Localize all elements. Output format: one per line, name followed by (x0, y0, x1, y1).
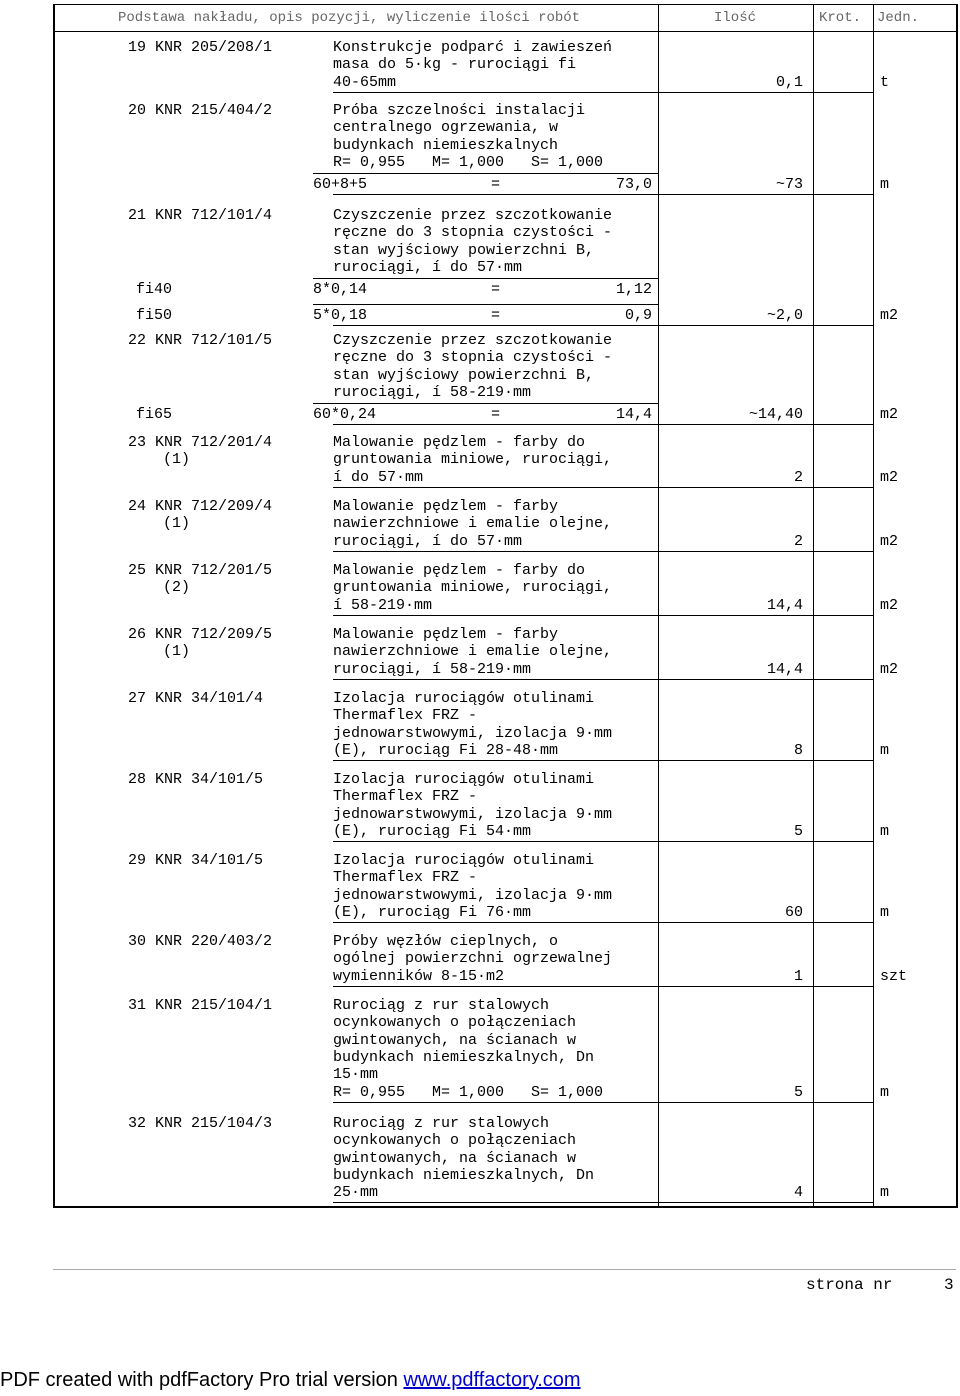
row-description: í do 57·mm (333, 468, 424, 486)
row-description: (E), rurociąg Fi 76·mm (333, 903, 532, 921)
row-description: budynkach niemieszkalnych, Dn (333, 1166, 595, 1184)
row-description: jednowarstwowymi, izolacja 9·mm (333, 724, 613, 742)
row-description: Izolacja rurociągów otulinami (333, 771, 595, 788)
row-description: Rurociąg z rur stalowych (333, 1115, 550, 1132)
row-code: 19 KNR 205/208/1 (128, 39, 273, 56)
header-krot: Krot. (819, 10, 862, 26)
row-total-rule (333, 986, 873, 987)
row-description: Próba szczelności instalacji (333, 102, 586, 119)
row-description: Malowanie pędzlem - farby (333, 626, 559, 643)
row-description: gruntowania miniowe, rurociągi, (333, 451, 613, 469)
row-total-rule (333, 760, 873, 761)
calc-value: 14,4 (615, 405, 652, 423)
row-total-rule (333, 1202, 873, 1203)
row-description: ocynkowanych o połączeniach (333, 1132, 577, 1150)
row-code: 28 KNR 34/101/5 (128, 771, 264, 788)
row-description: centralnego ogrzewania, w (333, 119, 559, 137)
row-code: (2) (163, 579, 191, 597)
calc-equals: = (491, 306, 501, 324)
row-unit: m2 (880, 306, 899, 324)
row-quantity: 1 (793, 967, 803, 985)
row-total-rule (333, 615, 873, 616)
pdf-banner (0, 1369, 581, 1392)
row-quantity: 0,1 (775, 73, 803, 91)
row-description: jednowarstwowymi, izolacja 9·mm (333, 805, 613, 823)
calc-label: fi50 (136, 306, 173, 324)
row-quantity: 5 (793, 1083, 803, 1101)
row-description: Thermaflex FRZ - (333, 869, 478, 887)
row-unit: m (880, 822, 890, 840)
row-description: gwintowanych, na ścianach w (333, 1031, 577, 1049)
row-total-rule (333, 679, 873, 680)
header-divider (53, 31, 956, 32)
row-description: (E), rurociąg Fi 54·mm (333, 822, 532, 840)
row-quantity: 8 (793, 741, 803, 759)
row-description: stan wyjściowy powierzchni B, (333, 241, 595, 259)
row-description: nawierzchniowe i emalie olejne, (333, 515, 613, 533)
pdf-banner-link[interactable]: www.pdffactory.com (403, 1369, 581, 1391)
row-code: 32 KNR 215/104/3 (128, 1115, 273, 1132)
row-code: 27 KNR 34/101/4 (128, 690, 264, 707)
calc-expression: 8*0,14 (313, 280, 368, 298)
row-description: rurociągi, í do 57·mm (333, 258, 523, 276)
row-description: Czyszczenie przez szczotkowanie (333, 332, 613, 349)
row-description: rurociągi, í do 57·mm (333, 532, 523, 550)
row-description: stan wyjściowy powierzchni B, (333, 366, 595, 384)
row-unit: szt (880, 967, 908, 985)
calc-rule (313, 304, 658, 305)
row-description: 25·mm (333, 1184, 379, 1202)
calc-label: fi40 (136, 280, 173, 298)
calc-expression: 5*0,18 (313, 306, 368, 324)
row-description: Czyszczenie przez szczotkowanie (333, 207, 613, 224)
row-quantity: 5 (793, 822, 803, 840)
footer-divider (53, 1269, 956, 1270)
row-description: Malowanie pędzlem - farby do (333, 434, 586, 451)
calc-equals: = (491, 280, 501, 298)
row-code: (1) (163, 515, 191, 533)
row-unit: t (880, 73, 890, 91)
row-unit: m (880, 1184, 890, 1202)
row-description: R= 0,955 M= 1,000 S= 1,000 (333, 1083, 604, 1101)
row-description: 40-65mm (333, 73, 397, 91)
row-description: wymienników 8-15·m2 (333, 967, 505, 985)
row-quantity: 14,4 (766, 596, 803, 614)
calc-rule (313, 403, 658, 404)
row-code: 31 KNR 215/104/1 (128, 997, 273, 1014)
row-unit: m2 (880, 532, 899, 550)
row-description: Izolacja rurociągów otulinami (333, 690, 595, 707)
calc-expression: 60+8+5 (313, 175, 368, 193)
column-divider-qty (658, 4, 659, 1207)
row-description: Malowanie pędzlem - farby do (333, 562, 586, 579)
row-unit: m (880, 903, 890, 921)
row-code: 20 KNR 215/404/2 (128, 102, 273, 119)
row-total-rule (333, 424, 873, 425)
page-number: 3 (944, 1276, 954, 1294)
row-unit: m2 (880, 405, 899, 423)
calc-rule (313, 278, 658, 279)
row-quantity: 60 (784, 903, 803, 921)
row-description: Thermaflex FRZ - (333, 707, 478, 725)
row-total-rule (333, 551, 873, 552)
calc-label: fi65 (136, 405, 173, 423)
row-total-rule (333, 841, 873, 842)
row-total-rule (333, 922, 873, 923)
row-description: budynkach niemieszkalnych (333, 136, 559, 154)
row-description: rurociągi, í 58-219·mm (333, 383, 532, 401)
calc-rule (313, 173, 658, 174)
row-code: 24 KNR 712/209/4 (128, 498, 273, 515)
calc-expression: 60*0,24 (313, 405, 377, 423)
row-code: 21 KNR 712/101/4 (128, 207, 273, 224)
header-quantity: Ilość (714, 10, 757, 26)
column-divider-unit (873, 4, 874, 1207)
row-description: budynkach niemieszkalnych, Dn (333, 1048, 595, 1066)
row-unit: m2 (880, 468, 899, 486)
row-code: (1) (163, 451, 191, 469)
row-description: ręczne do 3 stopnia czystości - (333, 349, 613, 367)
row-description: Malowanie pędzlem - farby (333, 498, 559, 515)
row-description: Izolacja rurociągów otulinami (333, 852, 595, 869)
row-quantity: ~2,0 (766, 306, 803, 324)
calc-equals: = (491, 405, 501, 423)
calc-value: 1,12 (615, 280, 652, 298)
row-description: jednowarstwowymi, izolacja 9·mm (333, 886, 613, 904)
row-code: 22 KNR 712/101/5 (128, 332, 273, 349)
row-code: 23 KNR 712/201/4 (128, 434, 273, 451)
row-description: 15·mm (333, 1066, 379, 1084)
row-quantity: 2 (793, 532, 803, 550)
header-unit: Jedn. (877, 10, 920, 26)
row-description: ręczne do 3 stopnia czystości - (333, 224, 613, 242)
row-quantity: ~14,40 (748, 405, 803, 423)
row-total-rule (333, 1102, 873, 1103)
row-description: Rurociąg z rur stalowych (333, 997, 550, 1014)
row-description: gruntowania miniowe, rurociągi, (333, 579, 613, 597)
calc-value: 73,0 (615, 175, 652, 193)
row-description: Thermaflex FRZ - (333, 788, 478, 806)
page-label: strona nr (806, 1276, 893, 1294)
row-description: rurociągi, í 58-219·mm (333, 660, 532, 678)
row-description: ogólnej powierzchni ogrzewalnej (333, 950, 613, 968)
pdf-banner-text: PDF created with pdfFactory Pro trial version (0, 1369, 404, 1391)
row-description: Konstrukcje podparć i zawieszeń (333, 39, 613, 56)
row-description: Próby węzłów cieplnych, o (333, 933, 559, 950)
calc-value: 0,9 (624, 306, 652, 324)
calc-equals: = (491, 175, 501, 193)
row-unit: m (880, 741, 890, 759)
row-quantity: 4 (793, 1184, 803, 1202)
row-code: 29 KNR 34/101/5 (128, 852, 264, 869)
column-divider-krot (813, 4, 814, 1207)
row-description: ocynkowanych o połączeniach (333, 1014, 577, 1032)
row-unit: m2 (880, 660, 899, 678)
row-description: (E), rurociąg Fi 28-48·mm (333, 741, 559, 759)
row-quantity: 14,4 (766, 660, 803, 678)
row-total-rule (333, 194, 873, 195)
row-code: 26 KNR 712/209/5 (128, 626, 273, 643)
row-description: R= 0,955 M= 1,000 S= 1,000 (333, 153, 604, 171)
row-description: nawierzchniowe i emalie olejne, (333, 643, 613, 661)
row-quantity: 2 (793, 468, 803, 486)
row-unit: m (880, 1083, 890, 1101)
row-total-rule (333, 325, 873, 326)
row-unit: m (880, 175, 890, 193)
row-description: í 58-219·mm (333, 596, 433, 614)
row-unit: m2 (880, 596, 899, 614)
row-total-rule (333, 92, 873, 93)
row-code: 25 KNR 712/201/5 (128, 562, 273, 579)
row-total-rule (333, 487, 873, 488)
row-quantity: ~73 (775, 175, 803, 193)
row-description: gwintowanych, na ścianach w (333, 1149, 577, 1167)
header-description: Podstawa nakładu, opis pozycji, wyliczenie ilości robót (118, 10, 581, 26)
row-code: 30 KNR 220/403/2 (128, 933, 273, 950)
row-code: (1) (163, 643, 191, 661)
row-description: masa do 5·kg - rurociągi fi (333, 56, 577, 74)
